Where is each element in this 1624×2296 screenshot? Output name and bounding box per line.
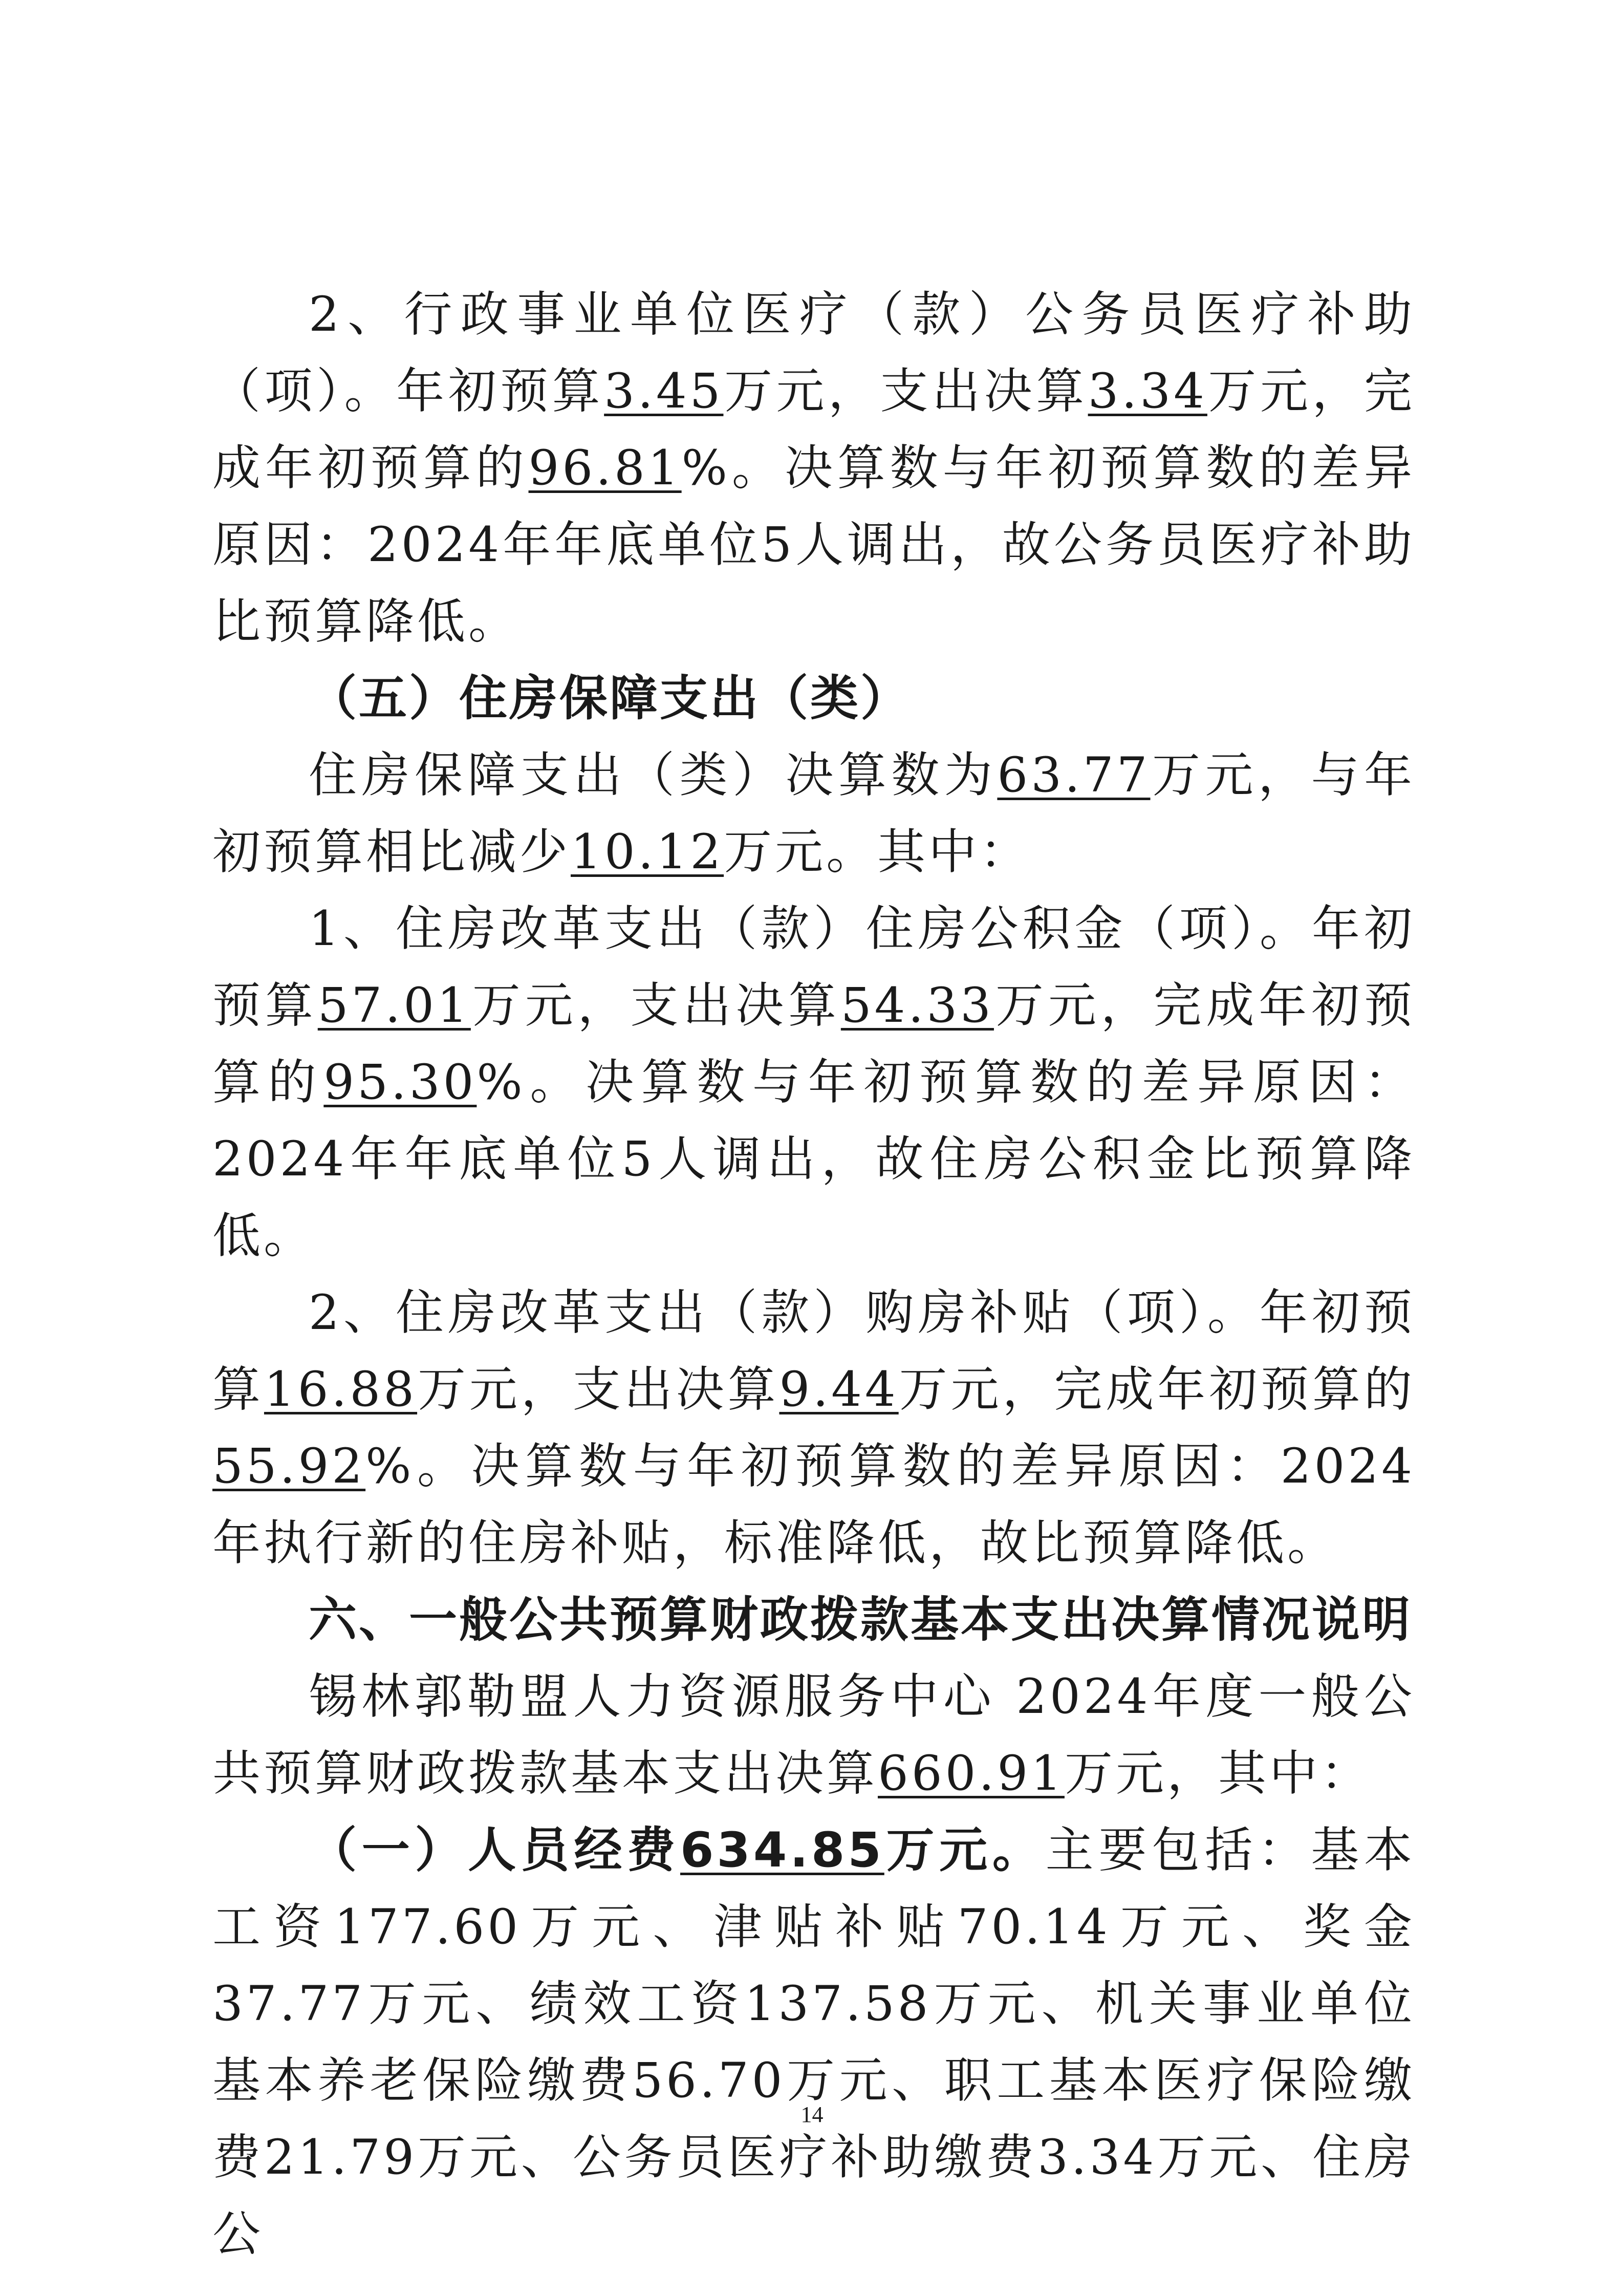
underlined-value: 63.77 <box>997 747 1151 803</box>
underlined-value: 57.01 <box>317 978 471 1034</box>
section-heading-basic-expenditure: 六、一般公共预算财政拨款基本支出决算情况说明 <box>309 1592 1413 1648</box>
text: 万元，与年初预算相比减少 <box>212 747 1415 880</box>
underlined-value: 54.33 <box>840 978 994 1034</box>
paragraph-housing-fund <box>212 891 1415 1275</box>
bold-unit: 万元。 <box>884 1822 1046 1878</box>
paragraph-basic-expenditure <box>212 1659 1415 1812</box>
paragraph-housing-summary <box>212 737 1415 891</box>
underlined-value: 3.45 <box>604 363 724 419</box>
text: %。决算数与年初预算数的差异原因：2024年执行新的住房补贴，标准降低，故比预算降低。 <box>212 1439 1415 1571</box>
text: 万元，完成年初预算的 <box>212 363 1415 496</box>
underlined-value: 95.30 <box>323 1055 477 1110</box>
text: 万元，完成年初预算的 <box>212 978 1415 1110</box>
text: 万元，其中： <box>1064 1746 1372 1801</box>
paragraph-medical-subsidy <box>212 276 1415 660</box>
underlined-value: 634.85 <box>680 1822 884 1878</box>
underlined-value: 10.12 <box>571 824 724 880</box>
paragraph-personnel-costs <box>212 1812 1415 2273</box>
text: 万元，完成年初预算的 <box>898 1362 1415 1418</box>
text: %。决算数与年初预算数的差异原因：2024年年底单位5人调出，故住房公积金比预算降低。 <box>212 1055 1415 1264</box>
underlined-value: 660.91 <box>878 1746 1065 1801</box>
text: 1、住房改革支出（款）住房公积金（项）。年初预算 <box>212 901 1415 1034</box>
page-number: 14 <box>800 2102 824 2127</box>
text: 万元，支出决算 <box>470 978 841 1034</box>
text: 万元，支出决算 <box>417 1362 779 1418</box>
underlined-value: 96.81 <box>528 440 682 496</box>
text: 住房保障支出（类）决算数为 <box>309 747 998 803</box>
text: 2、行政事业单位医疗（款）公务员医疗补助（项）。年初预算 <box>212 287 1415 419</box>
text: %。决算数与年初预算数的差异原因：2024年年底单位5人调出，故公务员医疗补助比预算降低。 <box>212 440 1415 650</box>
underlined-value: 3.34 <box>1088 363 1207 419</box>
text: 2、住房改革支出（款）购房补贴（项）。年初预算 <box>212 1285 1415 1418</box>
text: 万元，支出决算 <box>723 363 1088 419</box>
paragraph-housing-purchase-subsidy <box>212 1275 1415 1582</box>
bold-lead: （一）人员经费 <box>309 1822 681 1878</box>
document-body <box>212 276 1415 2273</box>
section-heading-housing: （五）住房保障支出（类） <box>309 671 911 726</box>
underlined-value: 16.88 <box>264 1362 418 1418</box>
text: 锡林郭勒盟人力资源服务中心 2024年度一般公共预算财政拨款基本支出决算 <box>212 1669 1415 1801</box>
text: 万元。其中： <box>724 824 1031 880</box>
underlined-value: 55.92 <box>212 1439 366 1494</box>
text: 主要包括：基本工资177.60万元、津贴补贴70.14万元、奖金37.77万元、绩效工资137.58万元、机关事业单位基本养老保险缴费56.70万元、职工基本医疗保险缴费21.79万元、公务员医疗补助缴费3.34万元、住房公 <box>212 1822 1415 2262</box>
underlined-value: 9.44 <box>779 1362 899 1418</box>
